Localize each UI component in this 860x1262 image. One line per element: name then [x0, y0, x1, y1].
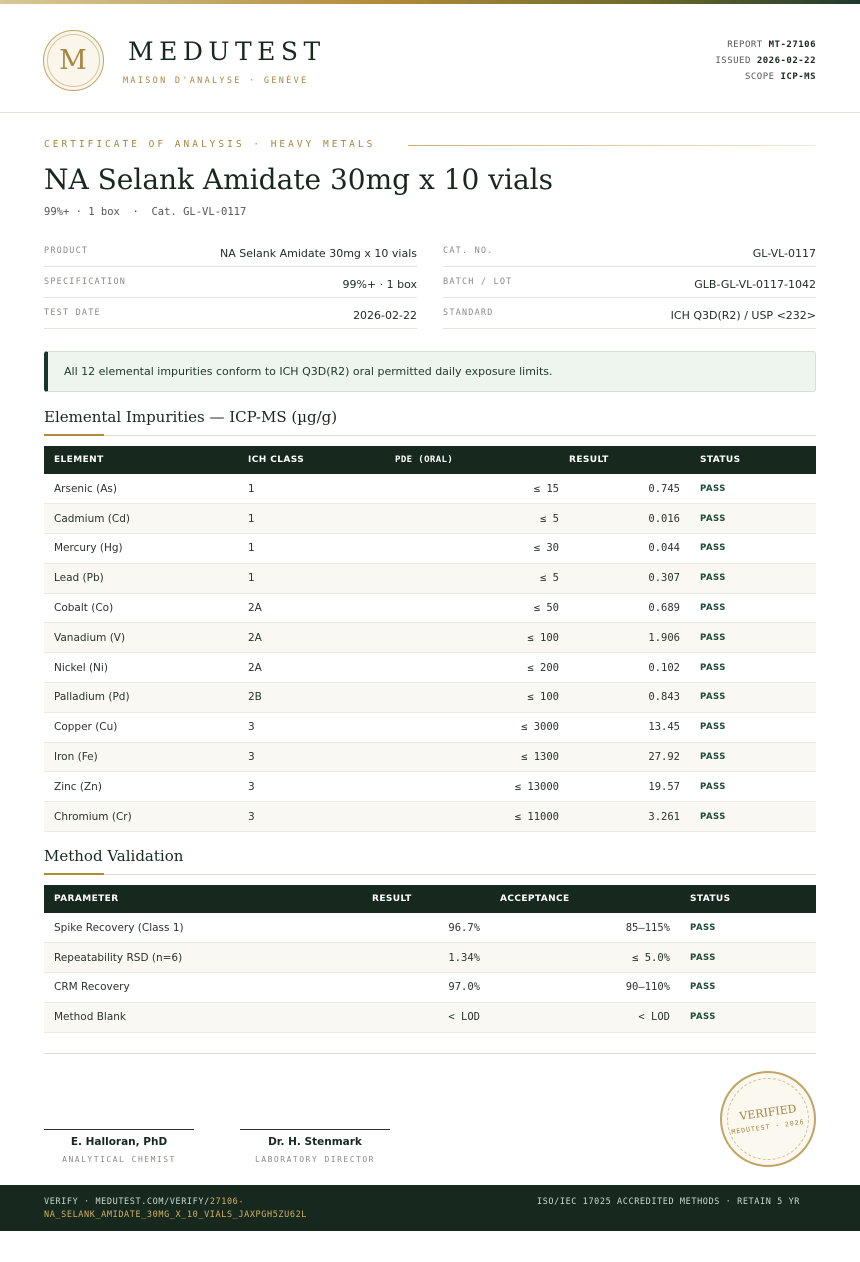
table-row [44, 973, 816, 1003]
result-cell: < LOD [362, 1002, 490, 1032]
logo-letter: M [59, 45, 87, 76]
signature-director [240, 1129, 390, 1164]
element-cell: Arsenic (As) [44, 474, 238, 504]
pde-cell: ≤ 1300 [395, 742, 569, 772]
validation-table [44, 885, 816, 1033]
signature-line [44, 1129, 194, 1130]
pde-cell: ≤ 100 [395, 623, 569, 653]
element-cell: Zinc (Zn) [44, 772, 238, 802]
table-row [44, 772, 816, 802]
impurities-section-title: Elemental Impurities — ICP-MS (µg/g) [44, 408, 338, 426]
column-header: ICH CLASS [238, 446, 395, 474]
signature-chemist [44, 1129, 194, 1164]
field-label: TEST DATE [44, 308, 101, 318]
status-cell: PASS [690, 742, 816, 772]
table-row [44, 1002, 816, 1032]
acceptance-cell: ≤ 5.0% [490, 943, 680, 973]
field-value: GL-VL-0117 [752, 247, 816, 260]
product-title: NA Selank Amidate 30mg x 10 vials [44, 163, 554, 196]
result-cell: 1.906 [569, 623, 690, 653]
brand-name: MEDUTEST [128, 37, 326, 66]
result-cell: 96.7% [362, 913, 490, 943]
element-cell: Lead (Pb) [44, 563, 238, 593]
class-cell: 3 [238, 742, 395, 772]
certificate-divider [408, 145, 816, 146]
section-accent [44, 434, 104, 436]
result-cell: 0.044 [569, 534, 690, 564]
impurities-table [44, 446, 816, 832]
status-cell: PASS [690, 534, 816, 564]
class-cell: 1 [238, 534, 395, 564]
status-cell: PASS [690, 683, 816, 713]
field-batch-lot [443, 267, 816, 298]
seal-subtitle: MEDUTEST · 2026 [730, 1117, 806, 1137]
element-cell: Palladium (Pd) [44, 683, 238, 713]
report-meta [715, 37, 816, 85]
result-cell: 3.261 [569, 802, 690, 832]
field-standard [443, 298, 816, 329]
element-cell: Mercury (Hg) [44, 534, 238, 564]
class-cell: 2B [238, 683, 395, 713]
pde-cell: ≤ 5 [395, 563, 569, 593]
field-label: STANDARD [443, 308, 494, 318]
seal-title: VERIFIED [738, 1102, 798, 1123]
acceptance-cell: < LOD [490, 1002, 680, 1032]
result-cell: 0.745 [569, 474, 690, 504]
table-row [44, 534, 816, 564]
pde-cell: ≤ 5 [395, 504, 569, 534]
status-cell: PASS [690, 593, 816, 623]
field-cat-no [443, 236, 816, 267]
pde-cell: ≤ 13000 [395, 772, 569, 802]
table-row [44, 913, 816, 943]
column-header: RESULT [362, 885, 490, 913]
table-row [44, 593, 816, 623]
pde-cell: ≤ 15 [395, 474, 569, 504]
table-row [44, 623, 816, 653]
table-row [44, 563, 816, 593]
table-header-row [44, 885, 816, 913]
result-cell: 0.689 [569, 593, 690, 623]
scope: SCOPE ICP-MS [744, 72, 816, 82]
section-divider [44, 435, 816, 436]
result-cell: 97.0% [362, 973, 490, 1003]
column-header: STATUS [680, 885, 816, 913]
product-subtitle: 99%+ · 1 box · Cat. GL-VL-0117 [44, 206, 247, 218]
notice-text: All 12 elemental impurities conform to ICH Q3D(R2) oral permitted daily exposure limits. [64, 365, 553, 378]
status-cell: PASS [690, 802, 816, 832]
field-value: NA Selank Amidate 30mg x 10 vials [219, 247, 417, 260]
table-row [44, 683, 816, 713]
class-cell: 1 [238, 474, 395, 504]
verify-link[interactable]: VERIFY · MEDUTEST.COM/VERIFY/27106-NA_SELANK_AMIDATE_30MG_X_10_VIALS_JAXPGH5ZU62L [44, 1197, 308, 1220]
status-cell: PASS [680, 943, 816, 973]
result-cell: 27.92 [569, 742, 690, 772]
column-header: STATUS [690, 446, 816, 474]
brand-tagline: MAISON D'ANALYSE · GENÈVE [123, 76, 309, 86]
status-cell: PASS [680, 913, 816, 943]
class-cell: 2A [238, 623, 395, 653]
column-header: PDE (ORAL) [395, 446, 569, 474]
column-header: ELEMENT [44, 446, 238, 474]
class-cell: 3 [238, 802, 395, 832]
parameter-cell: Method Blank [44, 1002, 362, 1032]
element-cell: Iron (Fe) [44, 742, 238, 772]
status-cell: PASS [690, 653, 816, 683]
element-cell: Chromium (Cr) [44, 802, 238, 832]
column-header: PARAMETER [44, 885, 362, 913]
pde-cell: ≤ 3000 [395, 712, 569, 742]
issued-date: ISSUED 2026-02-22 [715, 56, 816, 66]
acceptance-cell: 90–110% [490, 973, 680, 1003]
parameter-cell: Repeatability RSD (n=6) [44, 943, 362, 973]
signature-divider [44, 1053, 816, 1054]
section-accent [44, 873, 104, 875]
result-cell: 0.102 [569, 653, 690, 683]
table-row [44, 653, 816, 683]
table-row [44, 742, 816, 772]
field-specification [44, 267, 417, 298]
logo-mark [43, 30, 104, 91]
field-label: SPECIFICATION [44, 277, 127, 287]
table-row [44, 474, 816, 504]
pde-cell: ≤ 50 [395, 593, 569, 623]
pde-cell: ≤ 30 [395, 534, 569, 564]
status-cell: PASS [680, 1002, 816, 1032]
signatory-role: LABORATORY DIRECTOR [254, 1155, 375, 1164]
table-row [44, 943, 816, 973]
signatory-role: ANALYTICAL CHEMIST [62, 1155, 176, 1164]
signatory-name: E. Halloran, PhD [70, 1136, 168, 1148]
pde-cell: ≤ 11000 [395, 802, 569, 832]
element-cell: Vanadium (V) [44, 623, 238, 653]
element-cell: Nickel (Ni) [44, 653, 238, 683]
report-header [0, 4, 860, 113]
report-number: REPORT MT-27106 [727, 40, 816, 50]
class-cell: 1 [238, 563, 395, 593]
parameter-cell: Spike Recovery (Class 1) [44, 913, 362, 943]
pde-cell: ≤ 200 [395, 653, 569, 683]
field-label: PRODUCT [44, 246, 89, 256]
certificate-label: CERTIFICATE OF ANALYSIS · HEAVY METALS [44, 139, 376, 150]
result-cell: 0.843 [569, 683, 690, 713]
table-header-row [44, 446, 816, 474]
validation-section-title: Method Validation [44, 847, 184, 865]
status-cell: PASS [690, 772, 816, 802]
result-cell: 13.45 [569, 712, 690, 742]
field-test-date [44, 298, 417, 329]
field-label: CAT. NO. [443, 246, 494, 256]
result-cell: 0.016 [569, 504, 690, 534]
field-value: 2026-02-22 [353, 309, 417, 322]
field-value: ICH Q3D(R2) / USP <232> [670, 309, 816, 322]
acceptance-cell: 85–115% [490, 913, 680, 943]
status-cell: PASS [690, 623, 816, 653]
class-cell: 3 [238, 712, 395, 742]
class-cell: 2A [238, 653, 395, 683]
section-divider [44, 874, 816, 875]
field-label: BATCH / LOT [443, 277, 513, 287]
class-cell: 2A [238, 593, 395, 623]
element-cell: Cadmium (Cd) [44, 504, 238, 534]
status-cell: PASS [690, 474, 816, 504]
signatory-name: Dr. H. Stenmark [268, 1136, 362, 1148]
verified-seal [720, 1071, 816, 1167]
field-value: GLB-GL-VL-0117-1042 [694, 278, 816, 291]
column-header: ACCEPTANCE [490, 885, 680, 913]
status-cell: PASS [690, 563, 816, 593]
element-cell: Cobalt (Co) [44, 593, 238, 623]
column-header: RESULT [569, 446, 690, 474]
field-product [44, 236, 417, 267]
result-cell: 0.307 [569, 563, 690, 593]
element-cell: Copper (Cu) [44, 712, 238, 742]
conformance-notice [44, 351, 816, 392]
class-cell: 3 [238, 772, 395, 802]
status-cell: PASS [690, 504, 816, 534]
table-row [44, 504, 816, 534]
table-row [44, 802, 816, 832]
report-footer [0, 1185, 860, 1231]
result-cell: 1.34% [362, 943, 490, 973]
class-cell: 1 [238, 504, 395, 534]
status-cell: PASS [690, 712, 816, 742]
parameter-cell: CRM Recovery [44, 973, 362, 1003]
table-row [44, 712, 816, 742]
accreditation-note: ISO/IEC 17025 ACCREDITED METHODS · RETAIN 5 YR [537, 1197, 801, 1207]
status-cell: PASS [680, 973, 816, 1003]
field-value: 99%+ · 1 box [342, 278, 417, 291]
pde-cell: ≤ 100 [395, 683, 569, 713]
signature-line [240, 1129, 390, 1130]
result-cell: 19.57 [569, 772, 690, 802]
